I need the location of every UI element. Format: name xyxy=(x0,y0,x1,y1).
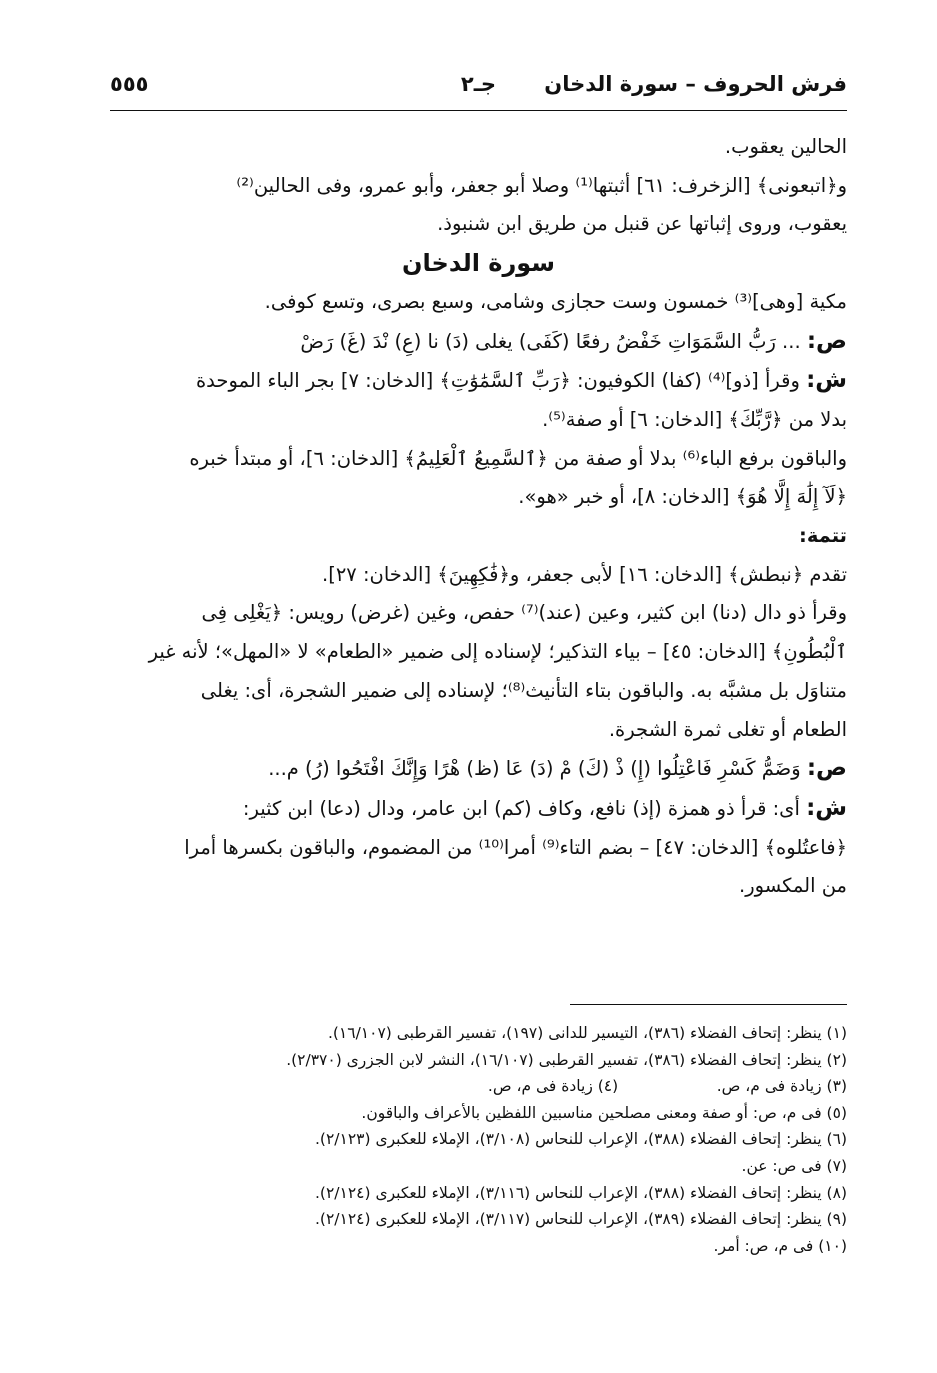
commentary-text: أى: قرأ ذو همزة (إذ) نافع، وكاف (كم) ابن عامر، ودال (دعا) ابن كثير: xyxy=(242,796,800,820)
verse-text: وَضَمُّ كَسْرِ فَاعْتِلُوا (إِ) ذْ (كَ) مْ (دَ) عَا (ظ) هْرًا وَإِنَّكَ افْتَحُوا (رُ) م... xyxy=(268,757,801,781)
main-text xyxy=(110,128,847,906)
verse-line xyxy=(110,749,847,789)
footnote: (٨) ينظر: إتحاف الفضلاء (٣٨٨)، الإعراب للنحاس (٣/١١٦)، الإملاء للعكبرى (٢/١٢٤). xyxy=(315,1183,847,1202)
surah-intro: مكية [وهى]⁽³⁾ خمسون وست حجازى وشامى، وسبع بصرى، وتسع كوفى. xyxy=(264,289,847,313)
sad-marker: ص: xyxy=(806,327,847,354)
commentary-line: من المكسور. xyxy=(739,874,847,898)
text-line: ٱلْبُطُونِ﴾ [الدخان: ٤٥] – بياء التذكير؛ لإسناده إلى ضمير «الطعام» لا «المهل»؛ لأنه غير xyxy=(148,640,847,664)
footnote: (٩) ينظر: إتحاف الفضلاء (٣٨٩)، الإعراب للنحاس (٣/١١٧)، الإملاء للعكبرى (٢/١٢٤). xyxy=(315,1210,847,1229)
shin-marker: ش: xyxy=(806,367,847,394)
footnote: (١) ينظر: إتحاف الفضلاء (٣٨٦)، التيسير للدانى (١٩٧)، تفسير القرطبى (١٦/١٠٧). xyxy=(327,1024,847,1042)
footnote: (٥) فى م، ص: أو صفة ومعنى مصلحين مناسبين اللفظين بالأعراف والباقون. xyxy=(361,1103,847,1122)
text-line: الحالين يعقوب. xyxy=(724,135,847,158)
surah-title: سورة الدخان xyxy=(402,249,555,278)
text-line: متناوَل بل مشبَّه به. والباقون بتاء التأنيث⁽⁸⁾؛ لإسناده إلى ضمير الشجرة، أى: يغلى xyxy=(200,678,847,702)
sad-marker: ص: xyxy=(806,755,847,782)
text-line: والباقون برفع الباء⁽⁶⁾ بدلا أو صفة من ﴿ٱلسَّمِيعُ ٱلْعَلِيمُ﴾ [الدخان: ٦]، أو مبتدأ خبره xyxy=(189,446,847,470)
commentary-line: بدلا من ﴿رَّبِّكَ﴾ [الدخان: ٦] أو صفة⁽⁵⁾. xyxy=(542,407,847,431)
footnotes xyxy=(110,1020,847,1259)
footnote: (٧) فى ص: عن. xyxy=(741,1156,847,1175)
tatimma-heading: تتمة: xyxy=(799,524,847,548)
header-title: فرش الحروف – سورة الدخان xyxy=(544,72,847,96)
page-number: ٥٥٥ xyxy=(110,72,149,96)
text-line: ﴿لَآ إِلَٰهَ إِلَّا هُوَ﴾ [الدخان: ٨]، أو خبر «هو». xyxy=(518,485,847,509)
commentary-text: وقرأ [ذو]⁽⁴⁾ (كفا) الكوفيون: ﴿رَبِّ ٱلسَّمَٰوَٰتِ﴾ [الدخان: ٧] بجر الباء الموحدة xyxy=(195,369,800,393)
volume-label: جـ٢ xyxy=(460,72,497,96)
text-line: الطعام أو تغلى ثمرة الشجرة. xyxy=(608,717,847,741)
running-header xyxy=(110,72,847,106)
commentary-line xyxy=(110,789,847,829)
text-line: و﴿اتبعونى﴾ [الزخرف: ٦١] أثبتها⁽¹⁾ وصلا أبو جعفر، وأبو عمرو، وفى الحالين⁽²⁾ xyxy=(236,173,847,197)
footnote: (١٠) فى م، ص: أمر. xyxy=(713,1236,847,1255)
header-rule xyxy=(110,110,847,111)
verse-line xyxy=(110,322,847,362)
footnote: (٣) زيادة فى م، ص. (٤) زيادة فى م، ص. xyxy=(487,1077,847,1096)
footnote: (٦) ينظر: إتحاف الفضلاء (٣٨٨)، الإعراب للنحاس (٣/١٠٨)، الإملاء للعكبرى (٢/١٢٣). xyxy=(315,1130,847,1149)
commentary-line xyxy=(110,361,847,401)
footnote: (٢) ينظر: إتحاف الفضلاء (٣٨٦)، تفسير القرطبى (١٦/١٠٧)، النشر لابن الجزرى (٢/٣٧٠). xyxy=(286,1050,847,1069)
shin-marker: ش: xyxy=(806,794,847,821)
text-line: وقرأ ذو دال (دنا) ابن كثير، وعين (عند)⁽⁷⁾ حفص، وغين (غرض) رويس: ﴿يَغْلِى فِى xyxy=(201,601,847,625)
commentary-line: ﴿فاعتُلوه﴾ [الدخان: ٤٧] – بضم التاء⁽⁹⁾ أمرا⁽¹⁰⁾ من المضموم، والباقون بكسرها أمرا xyxy=(184,835,847,859)
verse-text: ... رَبُّ السَّمَوَاتِ خَفْضُ رفعًا (كَفَى) يغلى (دَ) نا (عِ) نْدَ (غَ) رَضْ xyxy=(300,329,801,353)
text-line: يعقوب، وروى إثباتها عن قنبل من طريق ابن شنبوذ. xyxy=(437,212,847,236)
text-line: تقدم ﴿نبطش﴾ [الدخان: ١٦] لأبى جعفر، و﴿فَٰكِهِينَ﴾ [الدخان: ٢٧]. xyxy=(322,562,847,586)
footnote-rule xyxy=(570,1004,847,1005)
